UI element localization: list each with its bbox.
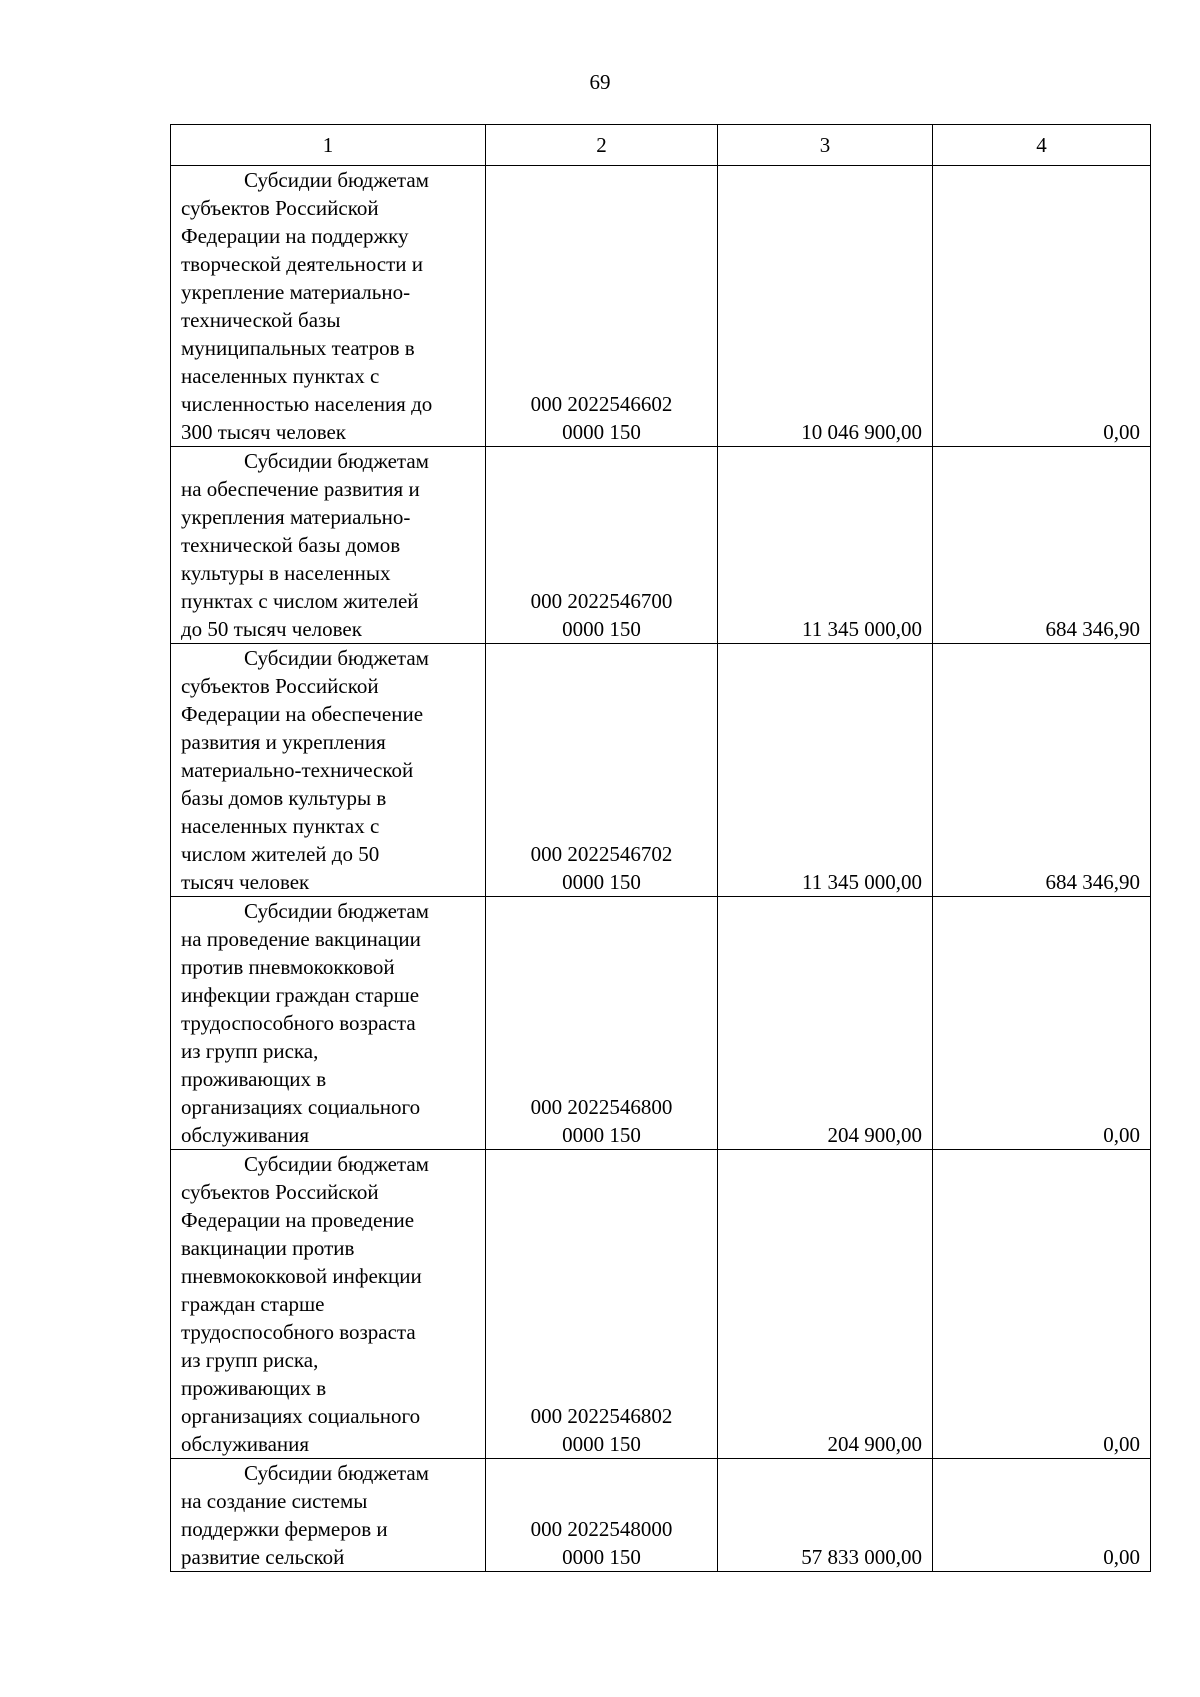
row-description	[171, 897, 486, 1150]
row-code: 000 2022546802 0000 150	[486, 1150, 718, 1459]
table-row	[171, 897, 1151, 1150]
table-row	[171, 644, 1151, 897]
header-col-1: 1	[171, 125, 486, 166]
description-text: Субсидии бюджетам субъектов Российской Федерации на обеспечение развития и укрепления материально-технической базы домов культуры в населенных пунктах с числом жителей до 50 тысяч человек	[181, 646, 429, 894]
row-executed: 684 346,90	[933, 644, 1151, 897]
row-description	[171, 1459, 486, 1572]
header-col-4: 4	[933, 125, 1151, 166]
table-row	[171, 1150, 1151, 1459]
row-description	[171, 447, 486, 644]
row-executed: 684 346,90	[933, 447, 1151, 644]
row-amount: 204 900,00	[718, 897, 933, 1150]
row-description	[171, 166, 486, 447]
description-text: Субсидии бюджетам субъектов Российской Федерации на проведение вакцинации против пневмококковой инфекции граждан старше трудоспособного возраста из групп риска, проживающих в организациях социального обслуживания	[181, 1152, 429, 1456]
description-text: Субсидии бюджетам субъектов Российской Федерации на поддержку творческой деятельности и укрепление материально- технической базы муниципальных театров в населенных пунктах с численностью населения до 300 тысяч человек	[181, 168, 433, 444]
row-code: 000 2022548000 0000 150	[486, 1459, 718, 1572]
row-description	[171, 1150, 486, 1459]
row-executed: 0,00	[933, 1459, 1151, 1572]
table-body	[171, 166, 1151, 1572]
row-amount: 204 900,00	[718, 1150, 933, 1459]
row-code: 000 2022546702 0000 150	[486, 644, 718, 897]
page-number: 69	[589, 70, 611, 94]
header-col-2: 2	[486, 125, 718, 166]
header-row	[171, 125, 1151, 166]
row-amount: 11 345 000,00	[718, 644, 933, 897]
table-row	[171, 447, 1151, 644]
row-description	[171, 644, 486, 897]
row-amount: 10 046 900,00	[718, 166, 933, 447]
description-text: Субсидии бюджетам на обеспечение развития и укрепления материально- технической базы домов культуры в населенных пунктах с числом жителей до 50 тысяч человек	[181, 449, 429, 641]
row-amount: 11 345 000,00	[718, 447, 933, 644]
row-executed: 0,00	[933, 1150, 1151, 1459]
row-executed: 0,00	[933, 897, 1151, 1150]
row-code: 000 2022546700 0000 150	[486, 447, 718, 644]
table-header	[171, 125, 1151, 166]
row-executed: 0,00	[933, 166, 1151, 447]
table-row	[171, 166, 1151, 447]
row-amount: 57 833 000,00	[718, 1459, 933, 1572]
budget-table	[170, 124, 1151, 1572]
description-text: Субсидии бюджетам на проведение вакцинации против пневмококковой инфекции граждан старше трудоспособного возраста из групп риска, проживающих в организациях социального обслуживания	[181, 899, 429, 1147]
description-text: Субсидии бюджетам на создание системы поддержки фермеров и развитие сельской	[181, 1461, 429, 1569]
table-row	[171, 1459, 1151, 1572]
header-col-3: 3	[718, 125, 933, 166]
row-code: 000 2022546602 0000 150	[486, 166, 718, 447]
row-code: 000 2022546800 0000 150	[486, 897, 718, 1150]
